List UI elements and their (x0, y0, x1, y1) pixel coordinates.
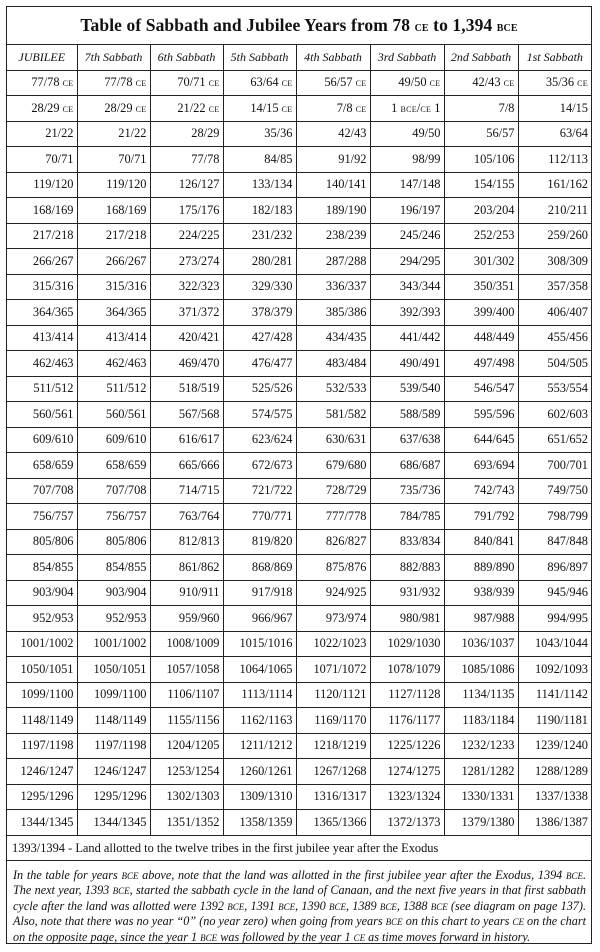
table-row (7, 198, 591, 224)
table-cell: 462/463 (77, 351, 150, 377)
table-cell: 658/659 (77, 453, 150, 479)
table-cell: 1372/1373 (370, 810, 444, 836)
table-cell: 168/169 (7, 198, 77, 224)
table-cell: 532/533 (296, 376, 370, 402)
table-cell: 161/162 (518, 172, 591, 198)
table-cell: 322/323 (150, 274, 223, 300)
table-cell: 966/967 (223, 606, 296, 632)
table-cell: 1176/1177 (370, 708, 444, 734)
table-row (7, 478, 591, 504)
table-cell: 35/36 ce (518, 70, 591, 96)
table-cell: 1358/1359 (223, 810, 296, 836)
sabbath-jubilee-table (7, 45, 591, 836)
table-cell: 959/960 (150, 606, 223, 632)
table-cell: 1169/1170 (296, 708, 370, 734)
table-cell: 7/8 (444, 96, 518, 122)
table-cell: 217/218 (7, 223, 77, 249)
table-cell: 1204/1205 (150, 733, 223, 759)
table-cell: 1365/1366 (296, 810, 370, 836)
table-cell: 56/57 (444, 121, 518, 147)
table-cell: 49/50 (370, 121, 444, 147)
table-cell: 882/883 (370, 555, 444, 581)
table-cell: 1050/1051 (77, 657, 150, 683)
table-cell: 609/610 (77, 427, 150, 453)
table-row (7, 810, 591, 836)
table-cell: 735/736 (370, 478, 444, 504)
table-cell: 364/365 (7, 300, 77, 326)
table-cell: 791/792 (444, 504, 518, 530)
table-cell: 1106/1107 (150, 682, 223, 708)
table-cell: 581/582 (296, 402, 370, 428)
table-cell: 147/148 (370, 172, 444, 198)
table-cell: 1274/1275 (370, 759, 444, 785)
table-cell: 616/617 (150, 427, 223, 453)
table-cell: 308/309 (518, 249, 591, 275)
table-row (7, 708, 591, 734)
table-cell: 455/456 (518, 325, 591, 351)
table-cell: 1148/1149 (77, 708, 150, 734)
table-cell: 21/22 ce (150, 96, 223, 122)
table-cell: 1211/1212 (223, 733, 296, 759)
table-cell: 1260/1261 (223, 759, 296, 785)
table-cell: 679/680 (296, 453, 370, 479)
table-row (7, 300, 591, 326)
table-cell: 224/225 (150, 223, 223, 249)
table-cell: 49/50 ce (370, 70, 444, 96)
table-cell: 273/274 (150, 249, 223, 275)
table-cell: 819/820 (223, 529, 296, 555)
table-cell: 952/953 (77, 606, 150, 632)
table-row (7, 70, 591, 96)
table-row (7, 453, 591, 479)
table-cell: 378/379 (223, 300, 296, 326)
table-cell: 21/22 (7, 121, 77, 147)
table-cell: 329/330 (223, 274, 296, 300)
table-cell: 1330/1331 (444, 784, 518, 810)
table-cell: 903/904 (77, 580, 150, 606)
table-cell: 833/834 (370, 529, 444, 555)
table-cell: 1323/1324 (370, 784, 444, 810)
table-cell: 1218/1219 (296, 733, 370, 759)
header-5th-sabbath: 5th Sabbath (223, 45, 296, 70)
table-cell: 952/953 (7, 606, 77, 632)
table-cell: 385/386 (296, 300, 370, 326)
table-cell: 861/862 (150, 555, 223, 581)
table-cell: 70/71 (7, 147, 77, 173)
table-cell: 539/540 (370, 376, 444, 402)
table-cell: 406/407 (518, 300, 591, 326)
table-cell: 1155/1156 (150, 708, 223, 734)
table-cell: 707/708 (77, 478, 150, 504)
table-cell: 896/897 (518, 555, 591, 581)
table-cell: 98/99 (370, 147, 444, 173)
table-row (7, 274, 591, 300)
table-row (7, 606, 591, 632)
table-cell: 1162/1163 (223, 708, 296, 734)
table-cell: 840/841 (444, 529, 518, 555)
table-cell: 336/337 (296, 274, 370, 300)
table-cell: 1232/1233 (444, 733, 518, 759)
table-cell: 441/442 (370, 325, 444, 351)
table-row (7, 351, 591, 377)
table-cell: 595/596 (444, 402, 518, 428)
table-cell: 14/15 (518, 96, 591, 122)
table-cell: 707/708 (7, 478, 77, 504)
table-cell: 518/519 (150, 376, 223, 402)
table-cell: 77/78 ce (7, 70, 77, 96)
table-cell: 1120/1121 (296, 682, 370, 708)
table-cell: 231/232 (223, 223, 296, 249)
table-cell: 763/764 (150, 504, 223, 530)
table-cell: 63/64 (518, 121, 591, 147)
table-cell: 805/806 (77, 529, 150, 555)
table-cell: 567/568 (150, 402, 223, 428)
table-cell: 168/169 (77, 198, 150, 224)
header-7th-sabbath: 7th Sabbath (77, 45, 150, 70)
table-cell: 133/134 (223, 172, 296, 198)
table-cell: 1099/1100 (77, 682, 150, 708)
table-cell: 742/743 (444, 478, 518, 504)
table-cell: 252/253 (444, 223, 518, 249)
table-cell: 1029/1030 (370, 631, 444, 657)
header-3rd-sabbath: 3rd Sabbath (370, 45, 444, 70)
table-cell: 357/358 (518, 274, 591, 300)
table-cell: 756/757 (77, 504, 150, 530)
table-cell: 238/239 (296, 223, 370, 249)
table-cell: 553/554 (518, 376, 591, 402)
table-cell: 924/925 (296, 580, 370, 606)
header-1st-sabbath: 1st Sabbath (518, 45, 591, 70)
table-cell: 189/190 (296, 198, 370, 224)
table-cell: 1085/1086 (444, 657, 518, 683)
table-cell: 903/904 (7, 580, 77, 606)
header-jubilee: JUBILEE (7, 45, 77, 70)
table-cell: 980/981 (370, 606, 444, 632)
table-cell: 7/8 ce (296, 96, 370, 122)
table-cell: 70/71 (77, 147, 150, 173)
table-cell: 1050/1051 (7, 657, 77, 683)
table-cell: 77/78 ce (77, 70, 150, 96)
table-cell: 217/218 (77, 223, 150, 249)
header-4th-sabbath: 4th Sabbath (296, 45, 370, 70)
table-cell: 483/484 (296, 351, 370, 377)
table-cell: 1337/1338 (518, 784, 591, 810)
table-cell: 84/85 (223, 147, 296, 173)
table-cell: 630/631 (296, 427, 370, 453)
table-cell: 945/946 (518, 580, 591, 606)
header-row (7, 45, 591, 70)
table-cell: 413/414 (77, 325, 150, 351)
table-cell: 77/78 (150, 147, 223, 173)
table-row (7, 325, 591, 351)
table-cell: 182/183 (223, 198, 296, 224)
table-cell: 805/806 (7, 529, 77, 555)
table-cell: 1078/1079 (370, 657, 444, 683)
table-cell: 721/722 (223, 478, 296, 504)
table-cell: 665/666 (150, 453, 223, 479)
table-cell: 574/575 (223, 402, 296, 428)
table-body (7, 70, 591, 835)
table-cell: 301/302 (444, 249, 518, 275)
table-cell: 1295/1296 (7, 784, 77, 810)
table-cell: 1295/1296 (77, 784, 150, 810)
table-cell: 910/911 (150, 580, 223, 606)
table-cell: 973/974 (296, 606, 370, 632)
table-row (7, 657, 591, 683)
table-cell: 609/610 (7, 427, 77, 453)
table-cell: 854/855 (7, 555, 77, 581)
table-row (7, 555, 591, 581)
table-cell: 931/932 (370, 580, 444, 606)
table-cell: 203/204 (444, 198, 518, 224)
table-cell: 42/43 ce (444, 70, 518, 96)
table-cell: 1351/1352 (150, 810, 223, 836)
table-cell: 140/141 (296, 172, 370, 198)
table-cell: 1141/1142 (518, 682, 591, 708)
table-cell: 91/92 (296, 147, 370, 173)
table-row (7, 733, 591, 759)
table-cell: 1246/1247 (77, 759, 150, 785)
table-cell: 546/547 (444, 376, 518, 402)
table-cell: 315/316 (7, 274, 77, 300)
table-cell: 1190/1181 (518, 708, 591, 734)
table-cell: 266/267 (77, 249, 150, 275)
table-cell: 728/729 (296, 478, 370, 504)
table-cell: 28/29 ce (7, 96, 77, 122)
table-row (7, 759, 591, 785)
table-row (7, 121, 591, 147)
table-cell: 392/393 (370, 300, 444, 326)
table-cell: 1092/1093 (518, 657, 591, 683)
table-cell: 798/799 (518, 504, 591, 530)
table-cell: 119/120 (7, 172, 77, 198)
table-cell: 126/127 (150, 172, 223, 198)
table-cell: 1001/1002 (7, 631, 77, 657)
table-cell: 434/435 (296, 325, 370, 351)
table-cell: 28/29 (150, 121, 223, 147)
table-cell: 21/22 (77, 121, 150, 147)
table-cell: 602/603 (518, 402, 591, 428)
table-cell: 1183/1184 (444, 708, 518, 734)
table-cell: 420/421 (150, 325, 223, 351)
table-cell: 637/638 (370, 427, 444, 453)
table-cell: 1309/1310 (223, 784, 296, 810)
table-cell: 1148/1149 (7, 708, 77, 734)
table-cell: 1043/1044 (518, 631, 591, 657)
table-cell: 1 bce/ce 1 (370, 96, 444, 122)
table-cell: 14/15 ce (223, 96, 296, 122)
table-cell: 847/848 (518, 529, 591, 555)
allotment-footnote: 1393/1394 - Land allotted to the twelve tribes in the first jubilee year after the Exodus (7, 836, 591, 861)
table-cell: 266/267 (7, 249, 77, 275)
table-cell: 889/890 (444, 555, 518, 581)
table-cell: 42/43 (296, 121, 370, 147)
table-row (7, 784, 591, 810)
table-row (7, 631, 591, 657)
table-cell: 105/106 (444, 147, 518, 173)
table-row (7, 96, 591, 122)
table-cell: 280/281 (223, 249, 296, 275)
table-cell: 917/918 (223, 580, 296, 606)
table-cell: 644/645 (444, 427, 518, 453)
table-cell: 294/295 (370, 249, 444, 275)
table-cell: 1127/1128 (370, 682, 444, 708)
table-cell: 749/750 (518, 478, 591, 504)
table-row (7, 504, 591, 530)
table-cell: 875/876 (296, 555, 370, 581)
table-cell: 525/526 (223, 376, 296, 402)
table-cell: 35/36 (223, 121, 296, 147)
table-row (7, 172, 591, 198)
table-cell: 70/71 ce (150, 70, 223, 96)
table-cell: 1134/1135 (444, 682, 518, 708)
table-cell: 560/561 (77, 402, 150, 428)
table-cell: 1288/1289 (518, 759, 591, 785)
table-cell: 56/57 ce (296, 70, 370, 96)
table-cell: 315/316 (77, 274, 150, 300)
table-cell: 1099/1100 (7, 682, 77, 708)
table-cell: 826/827 (296, 529, 370, 555)
table-cell: 1302/1303 (150, 784, 223, 810)
table-cell: 490/491 (370, 351, 444, 377)
table-cell: 560/561 (7, 402, 77, 428)
table-cell: 259/260 (518, 223, 591, 249)
table-cell: 119/120 (77, 172, 150, 198)
table-cell: 1344/1345 (77, 810, 150, 836)
table-row (7, 529, 591, 555)
table-row (7, 223, 591, 249)
table-cell: 175/176 (150, 198, 223, 224)
header-2nd-sabbath: 2nd Sabbath (444, 45, 518, 70)
table-row (7, 402, 591, 428)
table-cell: 1246/1247 (7, 759, 77, 785)
table-cell: 672/673 (223, 453, 296, 479)
table-cell: 1197/1198 (7, 733, 77, 759)
table-cell: 196/197 (370, 198, 444, 224)
table-cell: 868/869 (223, 555, 296, 581)
table-cell: 364/365 (77, 300, 150, 326)
table-cell: 448/449 (444, 325, 518, 351)
table-title: Table of Sabbath and Jubilee Years from 78 ce to 1,394 bce (7, 7, 591, 45)
table-cell: 1057/1058 (150, 657, 223, 683)
table-cell: 1064/1065 (223, 657, 296, 683)
table-cell: 112/113 (518, 147, 591, 173)
table-cell: 1386/1387 (518, 810, 591, 836)
table-cell: 427/428 (223, 325, 296, 351)
table-cell: 504/505 (518, 351, 591, 377)
table-cell: 693/694 (444, 453, 518, 479)
table-cell: 1113/1114 (223, 682, 296, 708)
table-cell: 63/64 ce (223, 70, 296, 96)
table-cell: 1281/1282 (444, 759, 518, 785)
table-cell: 1379/1380 (444, 810, 518, 836)
table-cell: 1197/1198 (77, 733, 150, 759)
table-cell: 245/246 (370, 223, 444, 249)
table-cell: 700/701 (518, 453, 591, 479)
table-cell: 1015/1016 (223, 631, 296, 657)
table-cell: 28/29 ce (77, 96, 150, 122)
table-row (7, 580, 591, 606)
table-cell: 511/512 (77, 376, 150, 402)
table-cell: 287/288 (296, 249, 370, 275)
table-cell: 1022/1023 (296, 631, 370, 657)
table-cell: 623/624 (223, 427, 296, 453)
table-row (7, 147, 591, 173)
table-cell: 994/995 (518, 606, 591, 632)
table-cell: 413/414 (7, 325, 77, 351)
table-cell: 1071/1072 (296, 657, 370, 683)
table-cell: 987/988 (444, 606, 518, 632)
table-cell: 777/778 (296, 504, 370, 530)
table-cell: 784/785 (370, 504, 444, 530)
table-cell: 371/372 (150, 300, 223, 326)
document-page (6, 6, 592, 944)
table-cell: 511/512 (7, 376, 77, 402)
table-cell: 812/813 (150, 529, 223, 555)
table-row (7, 376, 591, 402)
table-cell: 1225/1226 (370, 733, 444, 759)
table-row (7, 682, 591, 708)
table-cell: 1036/1037 (444, 631, 518, 657)
table-cell: 350/351 (444, 274, 518, 300)
table-cell: 497/498 (444, 351, 518, 377)
table-row (7, 249, 591, 275)
table-cell: 714/715 (150, 478, 223, 504)
table-cell: 1253/1254 (150, 759, 223, 785)
header-6th-sabbath: 6th Sabbath (150, 45, 223, 70)
table-cell: 1316/1317 (296, 784, 370, 810)
table-cell: 1267/1268 (296, 759, 370, 785)
table-cell: 756/757 (7, 504, 77, 530)
table-row (7, 427, 591, 453)
table-cell: 462/463 (7, 351, 77, 377)
table-cell: 469/470 (150, 351, 223, 377)
table-cell: 651/652 (518, 427, 591, 453)
table-cell: 399/400 (444, 300, 518, 326)
explanatory-note: In the table for years bce above, note that the land was allotted in the first jubilee year after the Exodus, 1394 bce. The next year, 1393 bce, started the sabbath cycle in the land of Canaan, and the next five years in that first sabbath cycle after the land was allotted were 1392 bce, 1391 bce, 1390 bce, 1389 bce, 1388 bce (see diagram on page 137). Also, note that there was no year “0” (no year zero) when going from years bce on this chart to years ce on the chart on the opposite page, since the year 1 bce was followed by the year 1 ce as time moves forward in history. (13, 867, 587, 944)
table-cell: 770/771 (223, 504, 296, 530)
table-cell: 588/589 (370, 402, 444, 428)
table-cell: 476/477 (223, 351, 296, 377)
table-cell: 1001/1002 (77, 631, 150, 657)
table-cell: 210/211 (518, 198, 591, 224)
table-cell: 154/155 (444, 172, 518, 198)
table-cell: 658/659 (7, 453, 77, 479)
table-cell: 343/344 (370, 274, 444, 300)
table-cell: 1008/1009 (150, 631, 223, 657)
table-cell: 854/855 (77, 555, 150, 581)
table-cell: 1344/1345 (7, 810, 77, 836)
table-cell: 1239/1240 (518, 733, 591, 759)
table-cell: 686/687 (370, 453, 444, 479)
table-cell: 938/939 (444, 580, 518, 606)
